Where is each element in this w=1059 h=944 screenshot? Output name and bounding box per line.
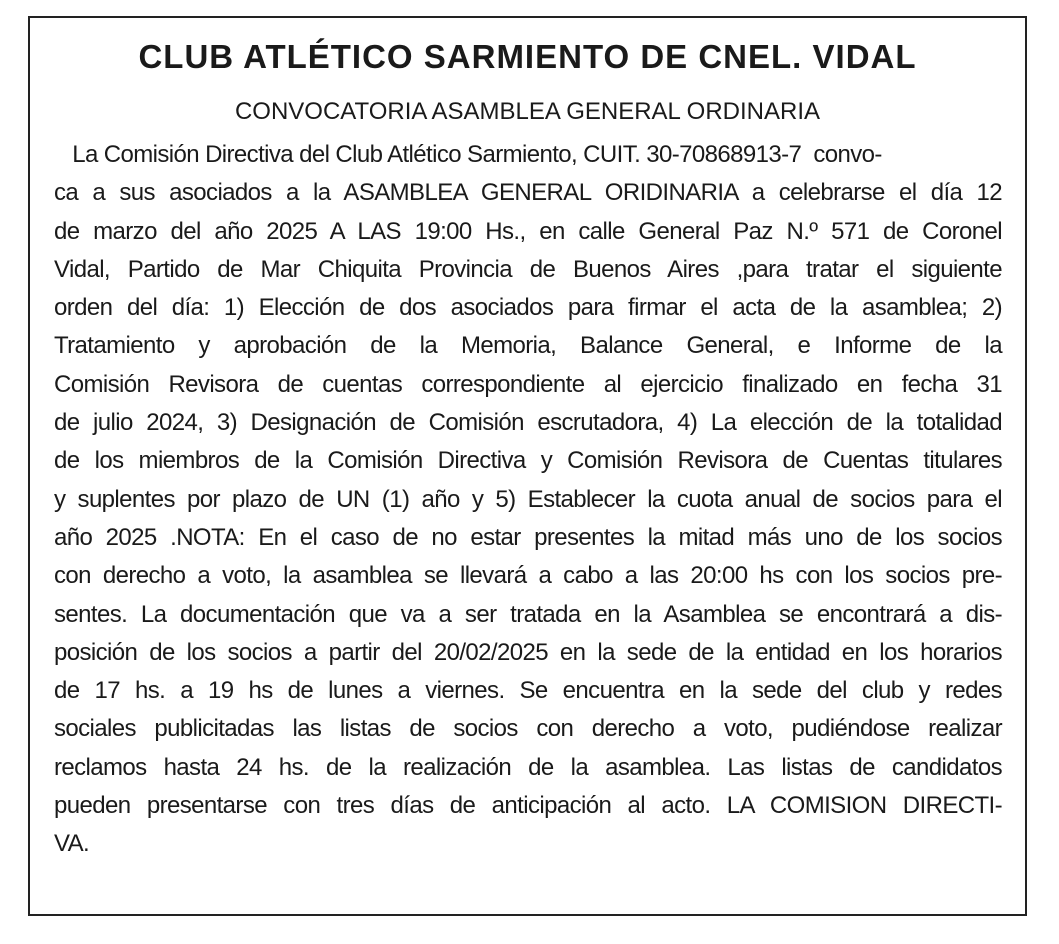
notice-frame (28, 16, 1027, 916)
notice-body (54, 136, 1002, 864)
body-line: y suplentes por plazo de UN (1) año y 5) Establecer la cuota anual de socios para el (54, 485, 1002, 513)
body-line: con derecho a voto, la asamblea se llevará a cabo a las 20:00 hs con los socios pre- (54, 562, 1002, 590)
body-line: de 17 hs. a 19 hs de lunes a viernes. Se encuentra en la sede del club y redes (54, 677, 1002, 705)
body-line: año 2025 .NOTA: En el caso de no estar presentes la mitad más uno de los socios (54, 523, 1002, 551)
body-line: posición de los socios a partir del 20/02/2025 en la sede de la entidad en los horarios (54, 638, 1002, 666)
body-line: orden del día: 1) Elección de dos asociados para firmar el acta de la asamblea; 2) (54, 294, 1002, 322)
body-line: VA. (54, 830, 90, 858)
notice-title: CLUB ATLÉTICO SARMIENTO DE CNEL. VIDAL (138, 38, 917, 75)
body-line: de marzo del año 2025 A LAS 19:00 Hs., en calle General Paz N.º 571 de Coronel (54, 217, 1002, 245)
body-line: ca a sus asociados a la ASAMBLEA GENERAL ORIDINARIA a celebrarse el día 12 (54, 179, 1002, 207)
notice-subtitle: CONVOCATORIA ASAMBLEA GENERAL ORDINARIA (234, 98, 821, 125)
body-line: Vidal, Partido de Mar Chiquita Provincia de Buenos Aires ,para tratar el siguiente (54, 255, 1002, 283)
body-line: Tratamiento y aprobación de la Memoria, Balance General, e Informe de la (54, 332, 1002, 360)
body-line: sentes. La documentación que va a ser tratada en la Asamblea se encontrará a dis- (54, 600, 1002, 628)
body-line: La Comisión Directiva del Club Atlético Sarmiento, CUIT. 30-70868913-7 convo- (54, 141, 882, 168)
body-line: de julio 2024, 3) Designación de Comisión escrutadora, 4) La elección de la totalidad (54, 409, 1002, 437)
body-line: pueden presentarse con tres días de anticipación al acto. LA COMISION DIRECTI- (54, 792, 1002, 820)
body-line: reclamos hasta 24 hs. de la realización de la asamblea. Las listas de candidatos (54, 753, 1002, 781)
body-line: Comisión Revisora de cuentas correspondiente al ejercicio finalizado en fecha 31 (54, 370, 1002, 398)
body-line: sociales publicitadas las listas de socios con derecho a voto, pudiéndose realizar (54, 715, 1002, 743)
body-line: de los miembros de la Comisión Directiva y Comisión Revisora de Cuentas titulares (54, 447, 1002, 475)
